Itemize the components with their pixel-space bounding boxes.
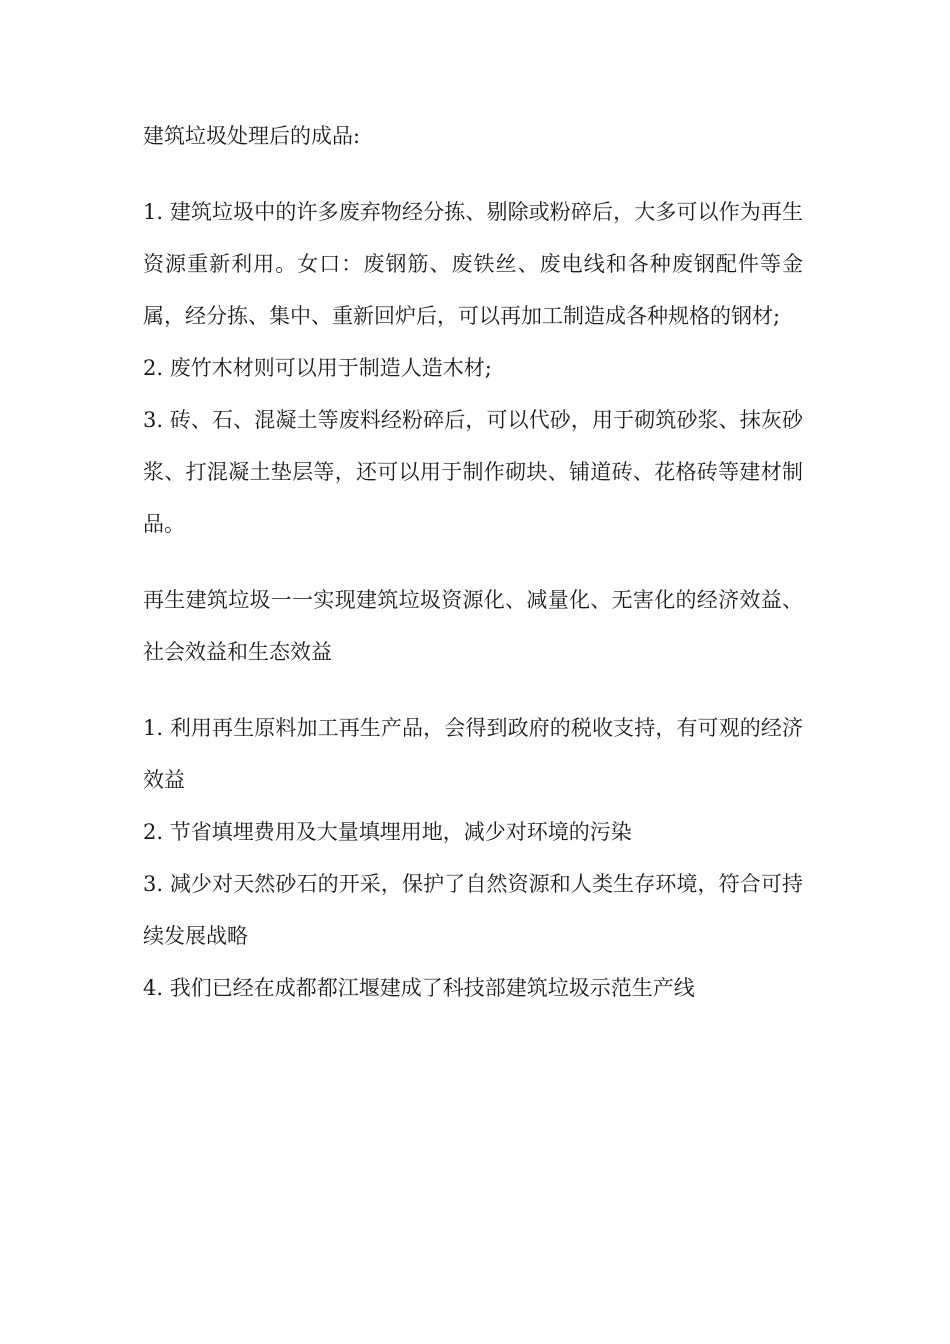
paragraph-gap	[143, 550, 803, 574]
document-body	[143, 110, 803, 1014]
section2-item-2: 2. 节省填埋费用及大量填埋用地，减少对环境的污染	[143, 820, 632, 844]
section2-heading: 再生建筑垃圾一一实现建筑垃圾资源化、减量化、无害化的经济效益、社会效益和生态效益	[143, 588, 803, 664]
section1-item-1: 1. 建筑垃圾中的许多废弃物经分拣、剔除或粉碎后，大多可以作为再生资源重新利用。女口：废钢筋、废铁丝、废电线和各种废钢配件等金属，经分拣、集中、重新回炉后，可以再加工制造成各种规格的钢材;	[143, 200, 803, 328]
section2-item-3: 3. 减少对天然砂石的开采，保护了自然资源和人类生存环境，符合可持续发展战略	[143, 872, 803, 948]
section1-item-2: 2. 废竹木材则可以用于制造人造木材;	[143, 356, 492, 380]
paragraph-gap	[143, 162, 803, 186]
section1-heading: 建筑垃圾处理后的成品:	[143, 124, 361, 148]
section2-item-4: 4. 我们已经在成都都江堰建成了科技部建筑垃圾示范生产线	[143, 976, 695, 1000]
paragraph-gap	[143, 678, 803, 702]
section1-item-3: 3. 砖、石、混凝土等废料经粉碎后，可以代砂，用于砌筑砂浆、抹灰砂浆、打混凝土垫层等，还可以用于制作砌块、铺道砖、花格砖等建材制品。	[143, 408, 803, 536]
section2-item-1: 1. 利用再生原料加工再生产品，会得到政府的税收支持，有可观的经济效益	[143, 716, 803, 792]
